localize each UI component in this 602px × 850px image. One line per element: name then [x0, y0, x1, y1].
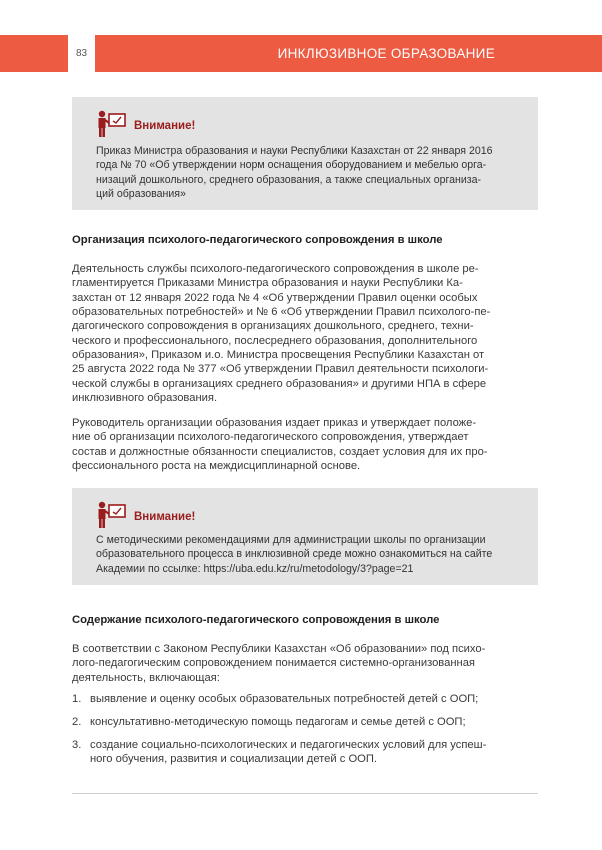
- callout-title: Внимание!: [134, 511, 196, 523]
- page-number: 83: [68, 35, 95, 72]
- text-line: дагогического сопровождения в организациях дошкольного, среднего, техни-: [72, 320, 474, 333]
- callout-text: [96, 533, 524, 576]
- callout-header: [96, 500, 195, 530]
- text-line: гламентируется Приказами Министра образования и науки Республики Ка-: [72, 277, 463, 290]
- text-line: инклюзивного образования.: [72, 392, 218, 405]
- list-text: выявление и оценку особых образовательных потребностей детей с ООП;: [90, 693, 479, 705]
- list-text: создание социально-психологических и педагогических условий для успеш-: [90, 739, 487, 751]
- footer-divider: [72, 793, 538, 794]
- section-title: ИНКЛЮЗИВНОЕ ОБРАЗОВАНИЕ: [277, 46, 495, 61]
- text-line: деятельность, включающая:: [72, 671, 220, 684]
- text-line: образовательных потребностей» и № 6 «Об утверждении Правил психолого-пе-: [72, 306, 491, 319]
- callout-line-link[interactable]: Академии по ссылке: https://uba.edu.kz/ru/metodology/3?page=21: [96, 562, 414, 575]
- text-line: 25 августа 2022 года № 377 «Об утверждении Правил деятельности психологи-: [72, 363, 489, 376]
- list-text: консультативно-методическую помощь педагогам и семье детей с ООП;: [90, 716, 466, 728]
- list-item: [72, 692, 538, 707]
- callout-line: Приказ Министра образования и науки Республики Казахстан от 22 января 2016: [96, 145, 493, 157]
- text-line: захстан от 12 января 2022 года № 4 «Об утверждении Правил оценки особых: [72, 291, 478, 304]
- text-line: ние об организации психолого-педагогического сопровождения, утверждает: [72, 431, 469, 444]
- callout-line: года № 70 «Об утверждении норм оснащения оборудованием и мебелью орга-: [96, 159, 487, 172]
- text-line: фессионального роста на междисциплинарной основе.: [72, 460, 361, 473]
- callout-attention-1: [72, 97, 538, 210]
- section-heading-content: Содержание психолого-педагогического сопровождения в школе: [72, 614, 440, 626]
- callout-text: [96, 144, 524, 202]
- list-number: 2.: [72, 716, 82, 728]
- text-line: состав и должностные обязанности специалистов, создает условия для их про-: [72, 445, 488, 458]
- list-text: ного обучения, развития и социализации детей с ООП.: [90, 753, 378, 766]
- list-item: [72, 738, 538, 768]
- text-line: образования», Приказом и.о. Министра просвещения Республики Казахстан от: [72, 349, 485, 362]
- text-line: Деятельность службы психолого-педагогического сопровождения в школе ре-: [72, 263, 479, 275]
- teacher-board-icon: [96, 109, 126, 139]
- text-line: ческой службы в организациях среднего образования» и другими НПА в сфере: [72, 377, 487, 390]
- paragraph-regulation: [72, 262, 538, 405]
- header-accent-left: [0, 35, 68, 72]
- callout-header: [96, 109, 195, 139]
- text-line: Руководитель организации образования издает приказ и утверждает положе-: [72, 417, 477, 429]
- callout-line: С методическими рекомендациями для администрации школы по организации: [96, 534, 486, 546]
- text-line: лого-педагогическим сопровождением понимается системно-организованная: [72, 657, 475, 670]
- text-line: В соответствии с Законом Республики Казахстан «Об образовании» под психо-: [72, 643, 486, 655]
- teacher-board-icon: [96, 500, 126, 530]
- callout-line: образовательного процесса в инклюзивной среде можно ознакомиться на сайте: [96, 548, 493, 561]
- callout-title: Внимание!: [134, 120, 196, 132]
- list-item: [72, 715, 538, 730]
- callout-line: ций образования»: [96, 188, 186, 201]
- list-number: 3.: [72, 739, 82, 751]
- list-number: 1.: [72, 693, 82, 705]
- text-line: ческого и профессионального, послесреднего образования, дополнительного: [72, 334, 478, 347]
- paragraph-law-definition: [72, 642, 538, 685]
- callout-attention-2: [72, 488, 538, 585]
- callout-line: низаций дошкольного, среднего образования, а также специальных организа-: [96, 173, 482, 186]
- header-bar: [95, 35, 602, 72]
- section-heading-organization: Организация психолого-педагогического сопровождения в школе: [72, 234, 443, 246]
- paragraph-head-duties: [72, 416, 538, 473]
